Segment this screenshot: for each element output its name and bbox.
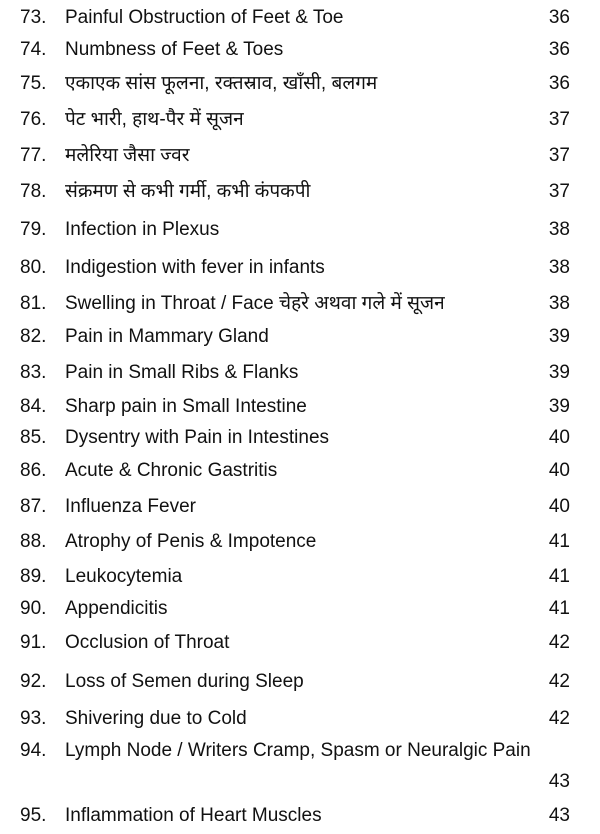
entry-page-number: 41 (548, 531, 570, 552)
entry-title: Leukocytemia (65, 566, 183, 587)
entry-title: Occlusion of Throat (65, 632, 230, 653)
entry-number: 85. (20, 427, 47, 448)
entry-title: Painful Obstruction of Feet & Toe (65, 7, 344, 28)
entry-title: Dysentry with Pain in Intestines (65, 427, 330, 448)
entry-page-number: 43 (548, 771, 570, 792)
entry-number: 91. (20, 632, 47, 653)
entry-number: 82. (20, 326, 47, 347)
entry-title: Inflammation of Heart Muscles (65, 805, 322, 826)
entry-page-number: 37 (548, 109, 570, 130)
entry-page-number: 40 (548, 460, 570, 481)
entry-title: Influenza Fever (65, 496, 196, 517)
entry-page-number: 40 (548, 427, 570, 448)
entry-title: पेट भारी, हाथ-पैर में सूजन (65, 109, 244, 130)
entry-title: एकाएक सांस फूलना, रक्तस्राव, खाँसी, बलगम (65, 73, 378, 94)
entry-page-number: 41 (548, 598, 570, 619)
entry-page-number: 38 (548, 219, 570, 240)
entry-title: Loss of Semen during Sleep (65, 671, 304, 692)
entry-number: 81. (20, 293, 47, 314)
entry-title: Lymph Node / Writers Cramp, Spasm or Neuralgic Pain (65, 740, 531, 761)
entry-page-number: 39 (548, 396, 570, 417)
entry-number: 87. (20, 496, 47, 517)
entry-number: 88. (20, 531, 47, 552)
entry-page-number: 42 (548, 708, 570, 729)
entry-number: 79. (20, 219, 47, 240)
entry-number: 93. (20, 708, 47, 729)
entry-title: Shivering due to Cold (65, 708, 247, 729)
entry-page-number: 40 (548, 496, 570, 517)
entry-number: 75. (20, 73, 47, 94)
entry-title: Swelling in Throat / Face चेहरे अथवा गले में सूजन (65, 293, 445, 314)
entry-title: Acute & Chronic Gastritis (65, 460, 278, 481)
entry-page-number: 36 (548, 39, 570, 60)
entry-page-number: 39 (548, 362, 570, 383)
entry-number: 83. (20, 362, 47, 383)
entry-number: 86. (20, 460, 47, 481)
entry-number: 77. (20, 145, 47, 166)
entry-page-number: 43 (548, 805, 570, 826)
entry-title: मलेरिया जैसा ज्वर (65, 145, 190, 166)
entry-page-number: 38 (548, 293, 570, 314)
entry-page-number: 39 (548, 326, 570, 347)
entry-page-number: 42 (548, 671, 570, 692)
entry-page-number: 41 (548, 566, 570, 587)
entry-number: 94. (20, 740, 47, 761)
entry-number: 76. (20, 109, 47, 130)
entry-number: 92. (20, 671, 47, 692)
entry-title: Sharp pain in Small Intestine (65, 396, 307, 417)
entry-number: 90. (20, 598, 47, 619)
entry-page-number: 37 (548, 145, 570, 166)
entry-title: Infection in Plexus (65, 219, 220, 240)
entry-title: Numbness of Feet & Toes (65, 39, 284, 60)
entry-title: संक्रमण से कभी गर्मी, कभी कंपकपी (65, 181, 311, 202)
entry-number: 74. (20, 39, 47, 60)
entry-page-number: 37 (548, 181, 570, 202)
entry-title: Atrophy of Penis & Impotence (65, 531, 317, 552)
entry-number: 95. (20, 805, 47, 826)
entry-page-number: 36 (548, 73, 570, 94)
entry-page-number: 38 (548, 257, 570, 278)
entry-page-number: 36 (548, 7, 570, 28)
entry-number: 73. (20, 7, 47, 28)
entry-page-number: 42 (548, 632, 570, 653)
entry-number: 84. (20, 396, 47, 417)
entry-number: 89. (20, 566, 47, 587)
entry-number: 78. (20, 181, 47, 202)
entry-title: Appendicitis (65, 598, 168, 619)
entry-number: 80. (20, 257, 47, 278)
entry-title: Pain in Mammary Gland (65, 326, 269, 347)
entry-title: Pain in Small Ribs & Flanks (65, 362, 299, 383)
entry-title: Indigestion with fever in infants (65, 257, 325, 278)
